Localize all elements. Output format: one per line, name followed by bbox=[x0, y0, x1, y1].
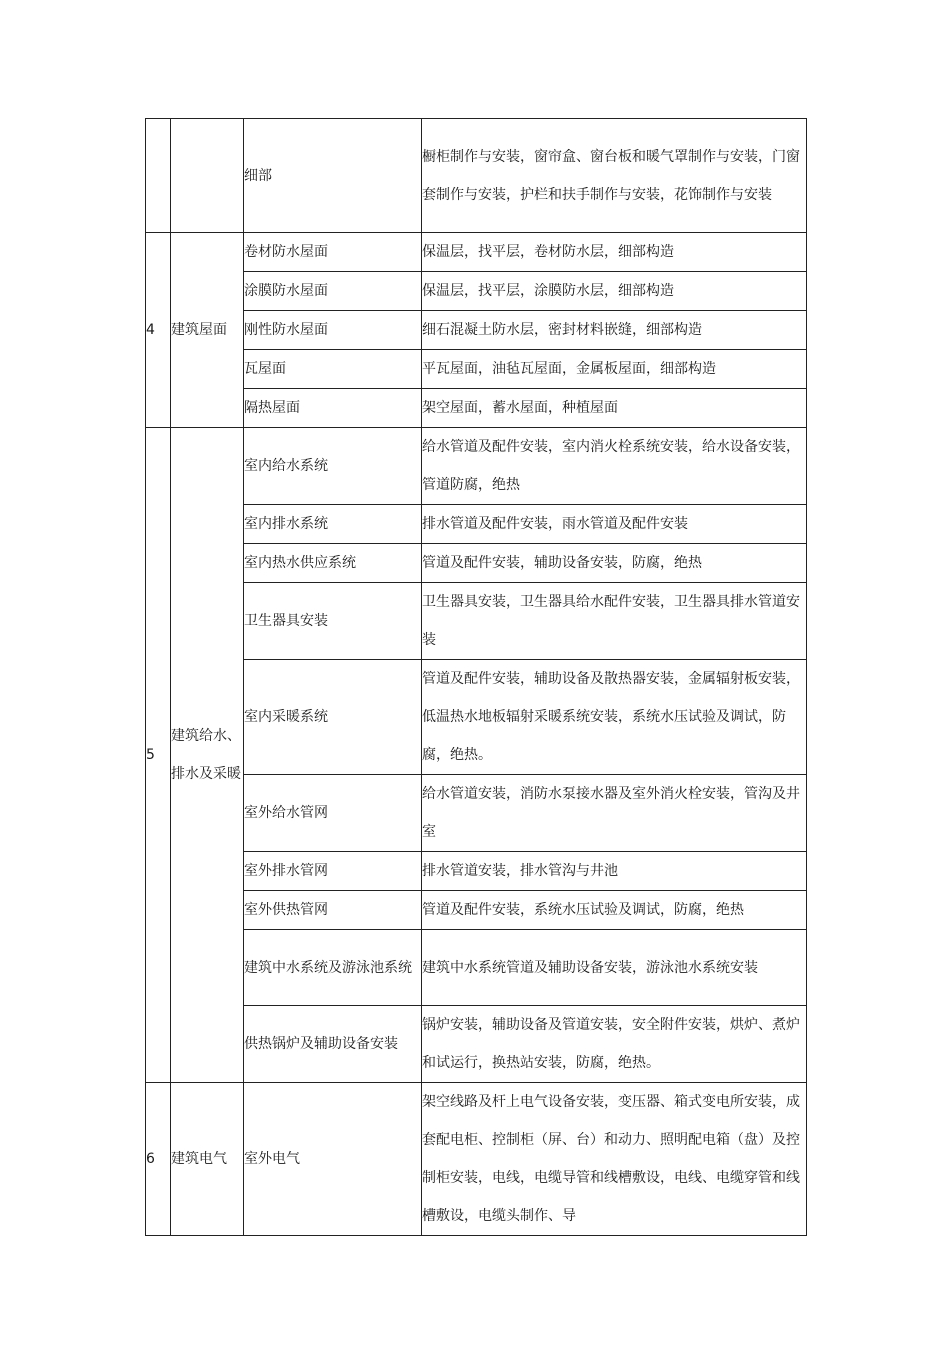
table-row bbox=[146, 775, 807, 852]
row-number-cell: 4 bbox=[146, 233, 171, 428]
items-cell: 给水管道及配件安装，室内消火栓系统安装，给水设备安装，管道防腐，绝热 bbox=[422, 428, 807, 505]
subdivision-cell: 涂膜防水屋面 bbox=[244, 272, 422, 311]
division-cell: 建筑给水、排水及采暖 bbox=[171, 428, 244, 1083]
subdivision-cell: 建筑中水系统及游泳池系统 bbox=[244, 930, 422, 1006]
subdivision-cell: 室外电气 bbox=[244, 1083, 422, 1236]
items-cell: 架空线路及杆上电气设备安装，变压器、箱式变电所安装，成套配电柜、控制柜（屏、台）和动力、照明配电箱（盘）及控制柜安装，电线，电缆导管和线槽敷设，电线、电缆穿管和线槽敷设，电缆头制作、导 bbox=[422, 1083, 807, 1236]
items-cell: 管道及配件安装，系统水压试验及调试，防腐，绝热 bbox=[422, 891, 807, 930]
items-cell: 卫生器具安装，卫生器具给水配件安装，卫生器具排水管道安装 bbox=[422, 583, 807, 660]
subdivision-cell: 室内给水系统 bbox=[244, 428, 422, 505]
table-row bbox=[146, 350, 807, 389]
table-row bbox=[146, 660, 807, 775]
subdivision-cell: 卷材防水屋面 bbox=[244, 233, 422, 272]
subdivision-cell: 刚性防水屋面 bbox=[244, 311, 422, 350]
subdivision-cell: 室外给水管网 bbox=[244, 775, 422, 852]
table-row bbox=[146, 311, 807, 350]
items-cell: 管道及配件安装，辅助设备及散热器安装，金属辐射板安装，低温热水地板辐射采暖系统安装，系统水压试验及调试，防腐，绝热。 bbox=[422, 660, 807, 775]
subdivision-cell: 细部 bbox=[244, 119, 422, 233]
items-cell: 排水管道安装，排水管沟与井池 bbox=[422, 852, 807, 891]
subdivision-cell: 室内采暖系统 bbox=[244, 660, 422, 775]
items-cell: 锅炉安装，辅助设备及管道安装，安全附件安装，烘炉、煮炉和试运行，换热站安装，防腐，绝热。 bbox=[422, 1006, 807, 1083]
table-row bbox=[146, 505, 807, 544]
subdivision-cell: 卫生器具安装 bbox=[244, 583, 422, 660]
items-cell: 保温层，找平层，卷材防水层，细部构造 bbox=[422, 233, 807, 272]
items-cell: 橱柜制作与安装，窗帘盒、窗台板和暖气罩制作与安装，门窗套制作与安装，护栏和扶手制作与安装，花饰制作与安装 bbox=[422, 119, 807, 233]
items-cell: 保温层，找平层，涂膜防水层，细部构造 bbox=[422, 272, 807, 311]
table-row bbox=[146, 272, 807, 311]
items-cell: 平瓦屋面，油毡瓦屋面，金属板屋面，细部构造 bbox=[422, 350, 807, 389]
division-cell: 建筑屋面 bbox=[171, 233, 244, 428]
table-row bbox=[146, 1006, 807, 1083]
items-cell: 排水管道及配件安装，雨水管道及配件安装 bbox=[422, 505, 807, 544]
table-row bbox=[146, 233, 807, 272]
division-table bbox=[145, 118, 807, 1236]
table-row bbox=[146, 930, 807, 1006]
table-row bbox=[146, 583, 807, 660]
subdivision-cell: 隔热屋面 bbox=[244, 389, 422, 428]
row-number-cell: 5 bbox=[146, 428, 171, 1083]
items-cell: 给水管道安装，消防水泵接水器及室外消火栓安装，管沟及井室 bbox=[422, 775, 807, 852]
division-cell: 建筑电气 bbox=[171, 1083, 244, 1236]
table-row bbox=[146, 891, 807, 930]
items-cell: 细石混凝土防水层，密封材料嵌缝，细部构造 bbox=[422, 311, 807, 350]
subdivision-cell: 室外排水管网 bbox=[244, 852, 422, 891]
row-number-cell bbox=[146, 119, 171, 233]
division-cell bbox=[171, 119, 244, 233]
items-cell: 建筑中水系统管道及辅助设备安装，游泳池水系统安装 bbox=[422, 930, 807, 1006]
row-number-cell: 6 bbox=[146, 1083, 171, 1236]
items-cell: 管道及配件安装，辅助设备安装，防腐，绝热 bbox=[422, 544, 807, 583]
subdivision-cell: 供热锅炉及辅助设备安装 bbox=[244, 1006, 422, 1083]
subdivision-cell: 室内排水系统 bbox=[244, 505, 422, 544]
table-row bbox=[146, 1083, 807, 1236]
table-row bbox=[146, 544, 807, 583]
table-row bbox=[146, 428, 807, 505]
subdivision-cell: 室外供热管网 bbox=[244, 891, 422, 930]
subdivision-cell: 室内热水供应系统 bbox=[244, 544, 422, 583]
table-row bbox=[146, 852, 807, 891]
subdivision-cell: 瓦屋面 bbox=[244, 350, 422, 389]
table-row bbox=[146, 119, 807, 233]
items-cell: 架空屋面，蓄水屋面，种植屋面 bbox=[422, 389, 807, 428]
table-row bbox=[146, 389, 807, 428]
